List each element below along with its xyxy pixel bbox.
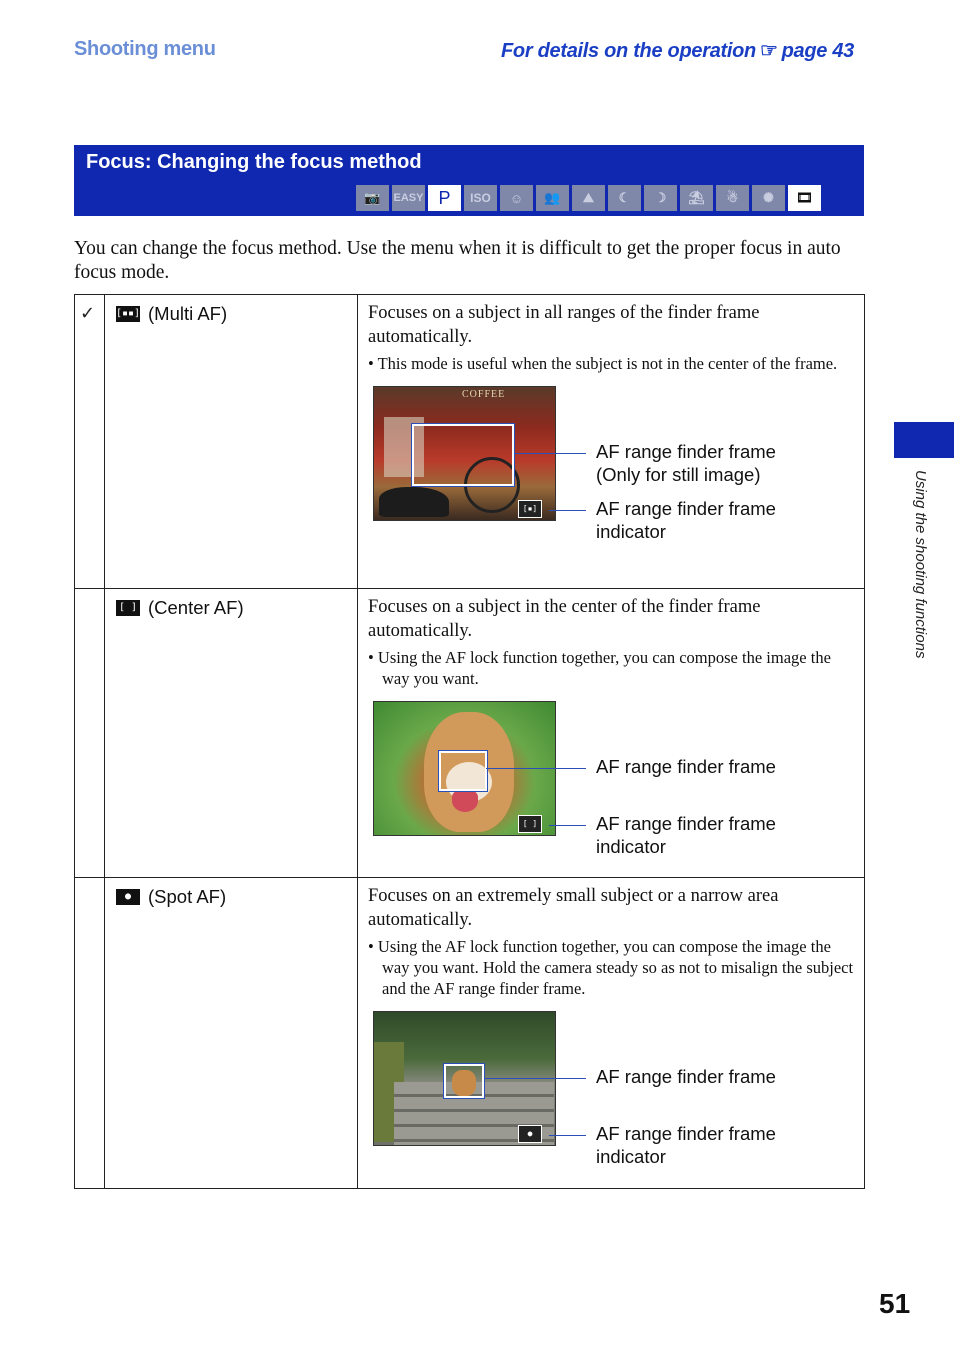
mode-note: • This mode is useful when the subject is not in the center of the frame.	[368, 354, 838, 373]
mode-description: Focuses on a subject in the center of the finder frame automatically.	[368, 597, 761, 641]
program-mode-icon: P	[428, 185, 461, 211]
page-number: 51	[879, 1288, 911, 1319]
dog-tongue-shape	[452, 790, 478, 812]
section-title: Shooting menu	[74, 38, 216, 60]
frame-leader-line	[486, 768, 586, 769]
mode-description-cell	[358, 878, 865, 1189]
indicator-callout-word: indicator	[596, 1146, 666, 1167]
indicator-callout-word: indicator	[596, 836, 666, 857]
frame-callout-label: AF range finder frame	[596, 756, 776, 777]
banner-title: Focus: Changing the focus method	[86, 151, 422, 173]
table-row	[75, 878, 865, 1189]
indicator-leader-line	[549, 825, 586, 826]
pointing-hand-icon: ☞	[759, 40, 778, 62]
default-cell	[75, 295, 105, 589]
details-prefix: For details on the operation	[501, 40, 756, 62]
frame-callout-label: AF range finder frame	[596, 441, 776, 462]
frame-leader-line	[514, 453, 586, 454]
indicator-callout	[596, 1122, 776, 1168]
frame-callout	[596, 440, 776, 486]
details-page: page 43	[781, 40, 854, 62]
indicator-callout-label: AF range finder frame	[596, 498, 776, 519]
indicator-leader-line	[549, 1135, 586, 1136]
indicator-leader-line	[549, 510, 586, 511]
fireworks-icon: ✺	[752, 185, 785, 211]
frame-callout	[596, 755, 776, 778]
indicator-callout	[596, 812, 776, 858]
frame-callout-label: AF range finder frame	[596, 1066, 776, 1087]
mode-label: (Center AF)	[148, 597, 244, 618]
soft-snap-icon: 👥	[536, 185, 569, 211]
chapter-tab	[894, 422, 954, 458]
twilight-portrait-icon: ☾	[608, 185, 641, 211]
smile-shutter-icon: ☺	[500, 185, 533, 211]
table-row	[75, 589, 865, 878]
table-row	[75, 295, 865, 589]
camera-auto-icon: 📷	[356, 185, 389, 211]
mode-note: • Using the AF lock function together, you can compose the image the way you want.	[368, 648, 831, 688]
af-indicator-box: [ ]	[518, 815, 542, 833]
indicator-callout	[596, 497, 776, 543]
default-cell	[75, 589, 105, 878]
spot-af-icon: ●	[116, 889, 140, 905]
frame-callout	[596, 1065, 776, 1088]
af-indicator-box: ●	[518, 1125, 542, 1143]
mode-name-cell	[105, 589, 358, 878]
center-af-icon: [ ]	[116, 600, 140, 616]
mode-description: Focuses on a subject in all ranges of the finder frame automatically.	[368, 303, 760, 347]
mode-description-cell	[358, 589, 865, 878]
indicator-callout-label: AF range finder frame	[596, 1123, 776, 1144]
mode-description: Focuses on an extremely small subject or a narrow area automatically.	[368, 886, 779, 930]
example-figure	[358, 374, 864, 560]
frame-callout-note: (Only for still image)	[596, 464, 761, 485]
beach-icon: ⛱	[680, 185, 713, 211]
default-check-icon: ✓	[80, 303, 96, 324]
focus-banner	[74, 145, 864, 216]
mode-description-cell	[358, 295, 865, 589]
example-figure	[358, 689, 864, 875]
chapter-label: Using the shooting functions	[912, 470, 929, 659]
twilight-icon: ☽	[644, 185, 677, 211]
af-range-finder-frame	[412, 424, 514, 486]
af-range-finder-frame	[444, 1064, 484, 1098]
cafe-sign-text: COFFEE	[462, 389, 506, 400]
mode-name-cell	[105, 878, 358, 1189]
easy-mode-icon: EASY	[392, 185, 425, 211]
af-indicator-box: [▪]	[518, 500, 542, 518]
landscape-icon: ⛰	[572, 185, 605, 211]
intro-text: You can change the focus method. Use the menu when it is difficult to get the proper focus in auto focus mode.	[74, 238, 841, 283]
mode-label: (Multi AF)	[148, 303, 228, 324]
default-cell	[75, 878, 105, 1189]
indicator-callout-label: AF range finder frame	[596, 813, 776, 834]
snow-icon: ☃	[716, 185, 749, 211]
frame-leader-line	[484, 1078, 586, 1079]
high-iso-icon: ISO	[464, 185, 497, 211]
focus-mode-table	[74, 294, 865, 1189]
mode-icon-strip	[356, 185, 821, 211]
example-figure	[358, 999, 864, 1185]
af-range-finder-frame	[439, 751, 487, 791]
movie-mode-icon: 🎞	[788, 185, 821, 211]
indicator-callout-word: indicator	[596, 521, 666, 542]
multi-af-icon: [▪▪]	[116, 306, 140, 322]
dog-shape	[379, 487, 449, 517]
mode-note: • Using the AF lock function together, you can compose the image the way you want. Hold the camera steady so as not to misalign the subject and the AF range finder frame.	[368, 937, 854, 998]
details-reference[interactable]	[501, 38, 854, 63]
mode-name-cell	[105, 295, 358, 589]
mode-label: (Spot AF)	[148, 886, 227, 907]
